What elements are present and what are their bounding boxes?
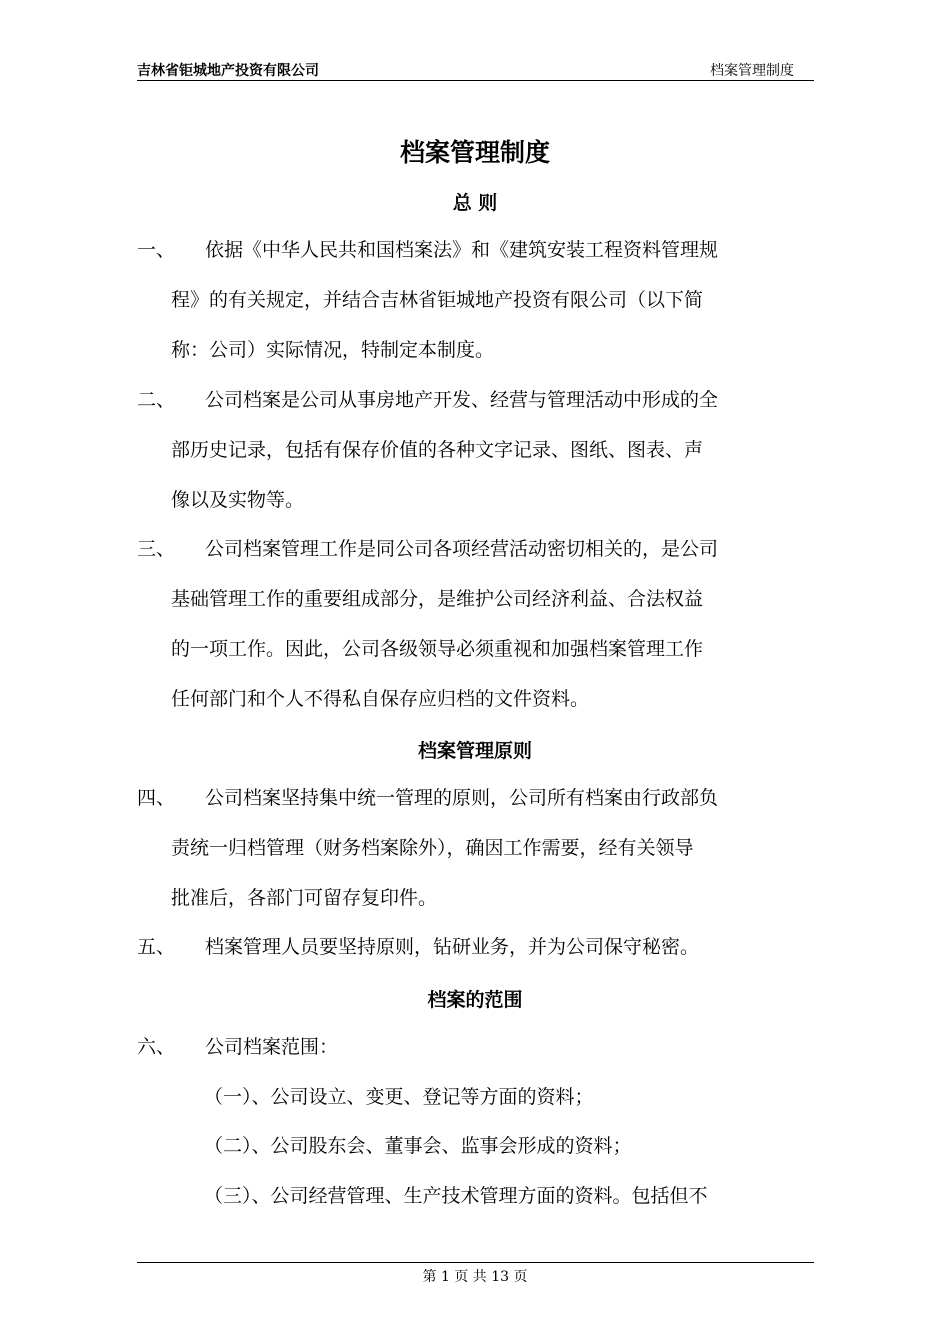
list-item: （二）、公司股东会、董事会、监事会形成的资料；: [204, 1135, 632, 1157]
section-heading-general: 总 则: [452, 192, 498, 214]
list-item: （一）、公司设立、变更、登记等方面的资料；: [204, 1086, 594, 1108]
article-line: 公司档案坚持集中统一管理的原则，公司所有档案由行政部负: [205, 787, 719, 809]
header-doc-name: 档案管理制度: [710, 63, 794, 79]
article-5: [137, 922, 814, 972]
article-number: 二、: [137, 389, 176, 411]
article-line: 的一项工作。因此，公司各级领导必须重视和加强档案管理工作: [171, 638, 704, 660]
article-number: 五、: [137, 936, 176, 958]
article-line: 依据《中华人民共和国档案法》和《建筑安装工程资料管理规: [205, 239, 719, 261]
list-item: （三）、公司经营管理、生产技术管理方面的资料。包括但不: [204, 1185, 708, 1207]
article-line: 任何部门和个人不得私自保存应归档的文件资料。: [171, 688, 590, 710]
article-line: 档案管理人员要坚持原则，钻研业务，并为公司保守秘密。: [205, 936, 700, 958]
article-2: [137, 375, 814, 525]
article-line: 程》的有关规定，并结合吉林省钜城地产投资有限公司（以下简: [171, 289, 704, 311]
article-line: 责统一归档管理（财务档案除外），确因工作需要，经有关领导: [171, 837, 694, 859]
section-heading-scope: 档案的范围: [427, 989, 523, 1011]
article-text: [171, 773, 814, 923]
document-title: 档案管理制度: [399, 138, 550, 167]
article-text: [171, 225, 814, 375]
article-number: 一、: [137, 239, 176, 261]
page-number: 第 1 页 共 13 页: [422, 1269, 528, 1285]
article-text: [171, 1022, 814, 1072]
article-line: 称：公司）实际情况，特制定本制度。: [171, 339, 495, 361]
page-header: [137, 58, 814, 81]
article-text: [171, 524, 814, 724]
article-number: 三、: [137, 538, 176, 560]
article-number: 六、: [137, 1036, 176, 1058]
article-line: 基础管理工作的重要组成部分，是维护公司经济利益、合法权益: [171, 588, 704, 610]
header-company: 吉林省钜城地产投资有限公司: [137, 63, 319, 79]
article-line: 公司档案是公司从事房地产开发、经营与管理活动中形成的全: [205, 389, 719, 411]
article-line: 公司档案管理工作是同公司各项经营活动密切相关的，是公司: [205, 538, 719, 560]
section-heading-principles: 档案管理原则: [417, 740, 532, 762]
article-text: [171, 375, 814, 525]
article-6: [137, 1022, 814, 1072]
article-number: 四、: [137, 787, 176, 809]
article-line: 公司档案范围：: [205, 1036, 339, 1058]
article-3: [137, 524, 814, 724]
article-4: [137, 773, 814, 923]
article-line: 批准后，各部门可留存复印件。: [171, 887, 438, 909]
article-text: [171, 922, 814, 972]
article-line: 部历史记录，包括有保存价值的各种文字记录、图纸、图表、声: [171, 439, 704, 461]
article-line: 像以及实物等。: [171, 489, 305, 511]
footer-rule: [137, 1262, 814, 1263]
article-1: [137, 225, 814, 375]
